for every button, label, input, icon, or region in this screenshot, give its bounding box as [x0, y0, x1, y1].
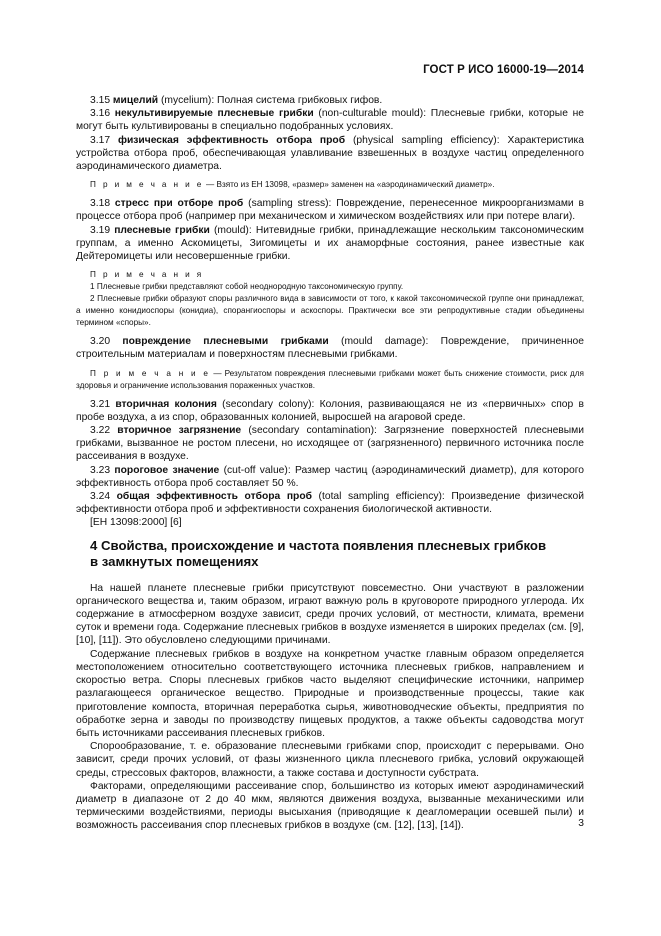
def-text: (mould): Нитевидные грибки, принадлежащие нескольким таксономическим группам, а именно Аскомицеты, Зигомицеты и их анаморфные состояния, ранее известные как Дейтеромицеты или несовершенные грибки. — [76, 224, 584, 263]
body-paragraph: Спорообразование, т. е. образование плесневыми грибками спор, происходит с перерывами. Оно зависит, среди прочих условий, от фазы жизненного цикла плесневого грибка, условий окружающей среды, стрессовых факторов, влажности, а также состава и доступности субстрата. — [76, 741, 584, 779]
note-item: 2 Плесневые грибки образуют споры различного вида в зависимости от того, к какой таксономической группе они принадлежат, а именно конидиоспоры (конидиа), спорангиоспоры и аскоспоры. Практически все эти репродуктивные стадии объединены термином «споры». — [76, 294, 584, 328]
def-term: вторичное загрязнение — [117, 425, 242, 437]
def-text: (sampling stress): Повреждение, перенесенное микроорганизмами в процессе отбора проб (например при механическом и химическом воздействиях или при потере влаги). — [76, 198, 584, 223]
note-3-20 — [76, 368, 584, 392]
definition-3-17 — [76, 134, 584, 174]
note-3-17 — [76, 179, 584, 191]
def-term: некультивируемые плесневые грибки — [114, 108, 314, 120]
def-number: 3.15 — [90, 95, 111, 106]
def-number: 3.21 — [90, 398, 111, 410]
body-paragraph: На нашей планете плесневые грибки присутствуют повсеместно. Они участвуют в разложении органического вещества и, таким образом, играют важную роль в круговороте природного углерода. Их содержание в атмосферном воздухе зависит, среди прочих условий, от местности, климата, времени суток и времени года. Содержание плесневых грибков в воздухе изменяется в широких пределах (см. [9], [10], [11]). Это обусловлено следующими причинами. — [76, 582, 584, 647]
section-title-line: в замкнутых помещениях — [90, 553, 259, 569]
reference: [ЕН 13098:2000] [6] — [90, 517, 182, 529]
def-term: пороговое значение — [114, 464, 220, 476]
section-4-title — [76, 538, 584, 570]
def-term: общая эффективность отбора проб — [116, 491, 312, 503]
def-text: (non-culturable mould): Плесневые грибки, которые не могут быть культивированы в специально подобранных условиях. — [76, 108, 584, 133]
definition-3-15 — [76, 94, 584, 107]
definition-3-19 — [76, 224, 584, 264]
def-text: (cut-off value): Размер частиц (аэродинамический диаметр), для которого эффективность отбора проб составляет 50 %. — [76, 464, 584, 489]
section-title-line: 4 Свойства, происхождение и частота появления плесневых грибков — [90, 537, 547, 553]
note-text: — Взято из ЕН 13098, «размер» заменен на «аэродинамический диаметр». — [203, 180, 495, 190]
note-label: П р и м е ч а н и е — [90, 368, 211, 378]
def-number: 3.20 — [90, 336, 111, 348]
document-header: ГОСТ Р ИСО 16000-19—2014 — [423, 64, 584, 76]
note-label: П р и м е ч а н и я — [90, 270, 204, 280]
def-text: (mould damage): Повреждение, причиненное строительным материалам и поверхностям плесневыми грибками. — [76, 336, 584, 361]
definition-3-18 — [76, 197, 584, 223]
def-number: 3.19 — [90, 224, 111, 236]
note-item: 1 Плесневые грибки представляют собой неоднородную таксономическую группу. — [90, 282, 404, 292]
def-term: стресс при отборе проб — [114, 198, 244, 210]
def-term: повреждение плесневыми грибками — [122, 336, 329, 348]
note-text: — Результатом повреждения плесневыми грибками может быть снижение стоимости, риск для здоровья и ограничение использования пораженных участков. — [76, 368, 584, 390]
def-term: мицелий — [112, 95, 159, 106]
def-text: (secondary contamination): Загрязнение поверхностей плесневыми грибками, вызванное не ростом плесени, но исходящее от (загрязненного) первичного источника после рассеивания в воздухе. — [76, 425, 584, 463]
def-text: (physical sampling efficiency): Характеристика устройства отбора проб, обеспечивающая улавливание взвешенных в воздухе частиц определенного аэродинамического диаметра. — [76, 134, 584, 173]
def-term: вторичная колония — [115, 398, 217, 410]
definition-3-16 — [76, 107, 584, 133]
def-number: 3.24 — [90, 491, 111, 503]
definition-3-24 — [76, 490, 584, 516]
def-number: 3.18 — [90, 198, 111, 210]
def-number: 3.17 — [90, 134, 111, 146]
definition-3-21 — [76, 398, 584, 424]
definition-3-23 — [76, 464, 584, 490]
definition-3-22 — [76, 424, 584, 464]
page-number: 3 — [578, 818, 584, 829]
def-number: 3.22 — [90, 425, 111, 437]
def-number: 3.16 — [90, 108, 111, 120]
def-text: (total sampling efficiency): Произведение физической эффективности отбора проб и эффективности сохранения биологической активности. — [76, 491, 585, 516]
page-content — [76, 94, 584, 833]
body-paragraph: Содержание плесневых грибков в воздухе на конкретном участке главным образом определяется местоположением относительно соответствующего источника плесневых грибков, направлением и скоростью ветра. Споры плесневых грибков часто выделяют специфические источники, например разлагающееся органическое вещество. Природные и производственные процессы, такие как приготовление компоста, вторичная переработка сырья, животноводческие объекты, предприятия по обработке зерна и заводы по производству пищевых продуктов, а также объекты садоводства могут быть источниками рассеивания плесневых грибков. — [76, 648, 584, 739]
def-term: физическая эффективность отбора проб — [117, 134, 346, 146]
notes-3-19-label — [76, 269, 584, 281]
def-term: плесневые грибки — [114, 224, 210, 236]
def-text: (secondary colony): Колония, развивающаяся не из «первичных» спор в пробе воздуха, а из спор, образованных колонией, выросшей на агаровой среде. — [76, 398, 584, 423]
note-label: П р и м е ч а н и е — [90, 180, 204, 190]
def-number: 3.23 — [90, 464, 111, 476]
def-text: (mycelium): Полная система грибковых гифов. — [158, 95, 383, 106]
body-paragraph: Факторами, определяющими рассеивание спор, большинство из которых имеют аэродинамический диаметр в диапазоне от 2 до 40 мкм, являются движения воздуха, вызванные механическими или термическими воздействиями, периоды высыхания (приводящие к деагломерации осевшей пыли) и возможность рассеивания спор плесневых грибков в воздухе (см. [12], [13], [14]). — [76, 780, 584, 832]
definition-3-20 — [76, 335, 584, 361]
